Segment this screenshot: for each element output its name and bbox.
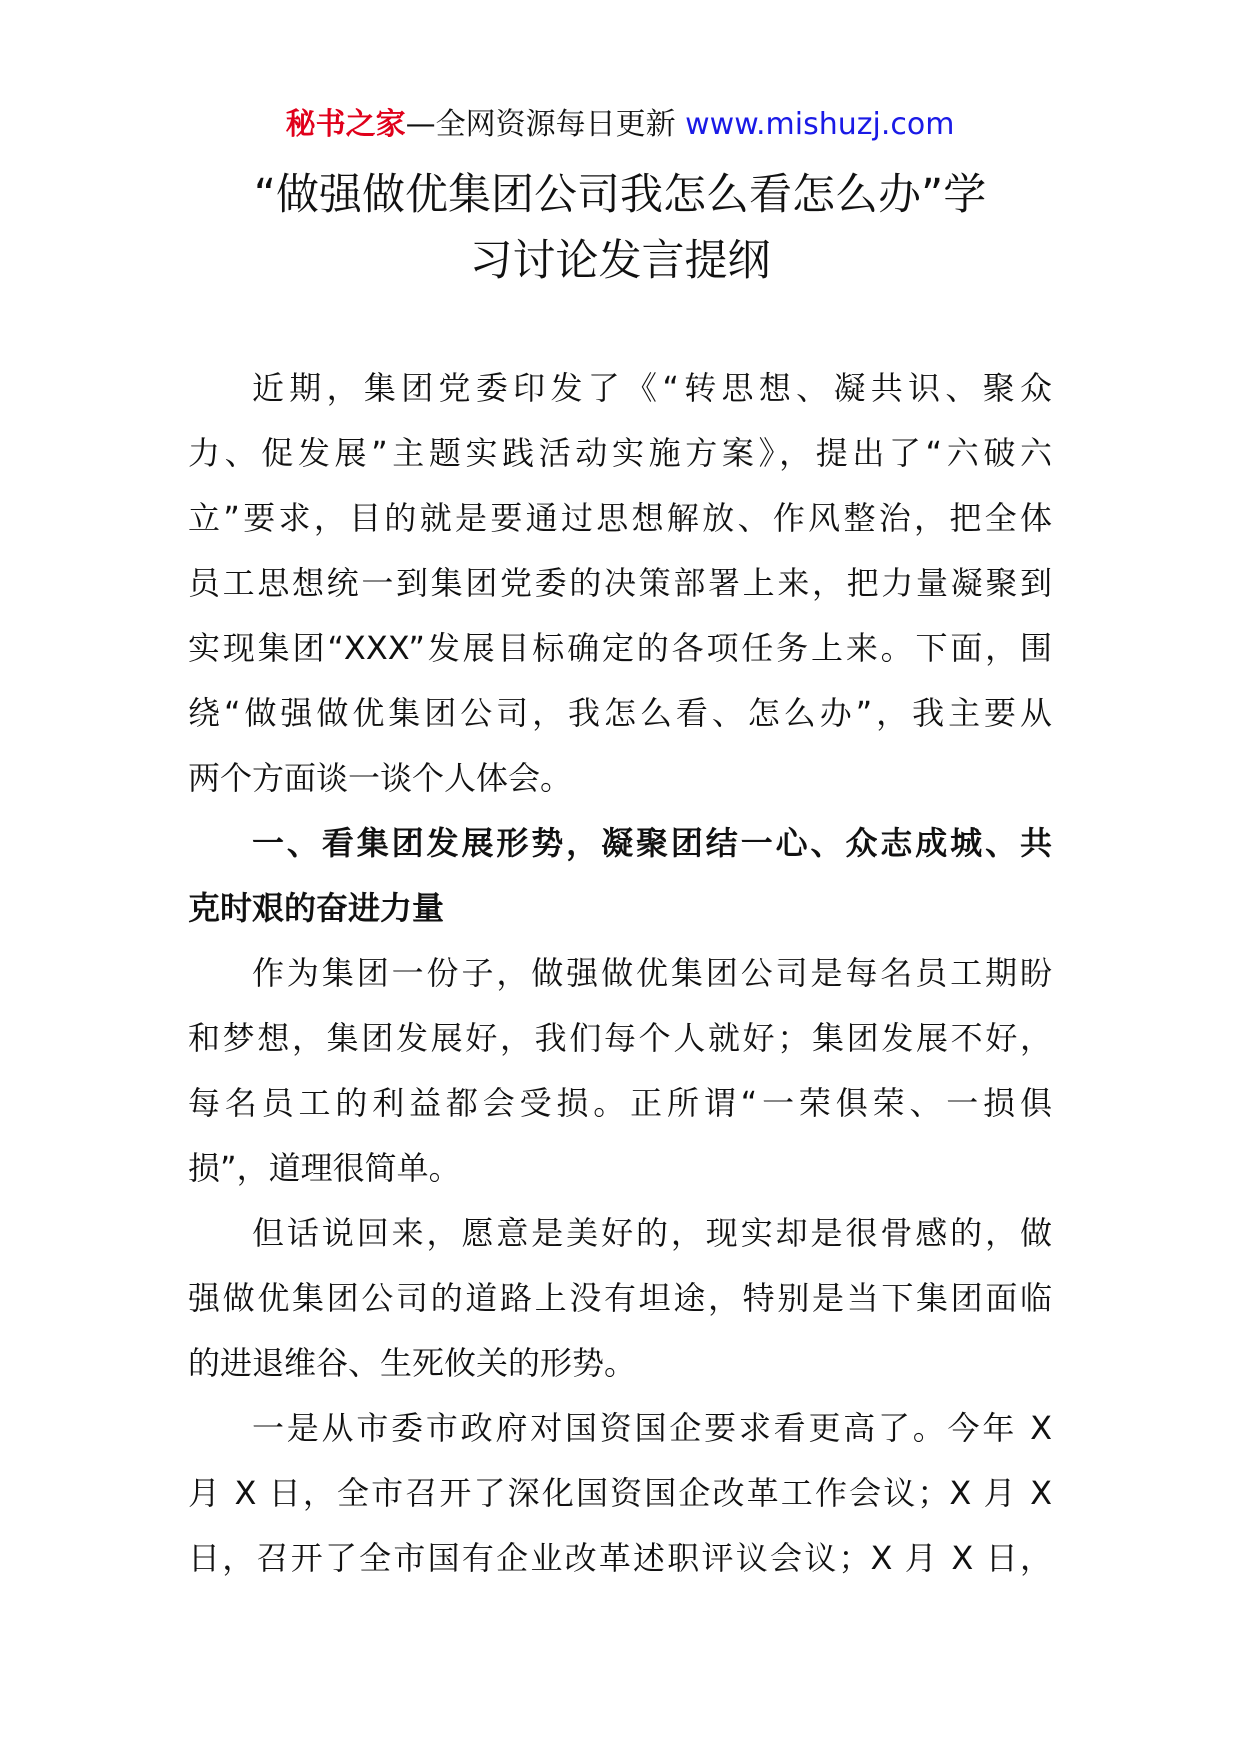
title-line: “做强做优集团公司我怎么看怎么办”学 [253,170,987,220]
site-tagline: —全网资源每日更新 [405,107,676,142]
text-line: 实现集团“XXX”发展目标确定的各项任务上来。下面，围 [188,629,1052,667]
text-line: 两个方面谈一谈个人体会。 [188,759,573,797]
text-line: 作为集团一份子，做强做优集团公司是每名员工期盼 [252,954,1052,992]
text-line: 立”要求，目的就是要通过思想解放、作风整治，把全体 [188,499,1052,537]
text-line: 但话说回来，愿意是美好的，现实却是很骨感的，做 [252,1214,1052,1252]
heading-line: 克时艰的奋进力量 [188,889,445,927]
text-line: 绕“做强做优集团公司，我怎么看、怎么办”，我主要从 [188,694,1052,732]
text-line: 的进退维谷、生死攸关的形势。 [188,1344,637,1382]
text-line: 力、促发展”主题实践活动实施方案》，提出了“六破六 [188,434,1052,472]
text-line: 月 X 日，全市召开了深化国资国企改革工作会议；X 月 X [188,1474,1052,1512]
site-header [0,100,1240,150]
site-url-link[interactable]: www.mishuzj.com [685,107,955,142]
paragraph-reality [188,1201,1052,1396]
heading-line: 一、看集团发展形势，凝聚团结一心、众志成城、共 [252,824,1052,862]
paragraph-member [188,941,1052,1201]
paragraph-point-one [188,1396,1052,1591]
paragraph-intro [188,356,1052,811]
text-line: 损”，道理很简单。 [188,1149,461,1187]
text-line: 每名员工的利益都会受损。正所谓“一荣俱荣、一损俱 [188,1084,1052,1122]
text-line: 日，召开了全市国有企业改革述职评议会议；X 月 X 日， [188,1539,1052,1577]
section-heading-1 [188,811,1052,941]
text-line: 和梦想，集团发展好，我们每个人就好；集团发展不好， [188,1019,1052,1057]
document-body [188,356,1052,1591]
text-line: 一是从市委市政府对国资国企要求看更高了。今年 X [252,1409,1052,1447]
site-brand: 秘书之家 [285,107,406,142]
text-line: 近期，集团党委印发了《“转思想、凝共识、聚众 [252,369,1052,407]
document-title [180,162,1060,294]
text-line: 员工思想统一到集团党委的决策部署上来，把力量凝聚到 [188,564,1052,602]
text-line: 强做优集团公司的道路上没有坦途，特别是当下集团面临 [188,1279,1052,1317]
title-line: 习讨论发言提纲 [469,236,771,286]
